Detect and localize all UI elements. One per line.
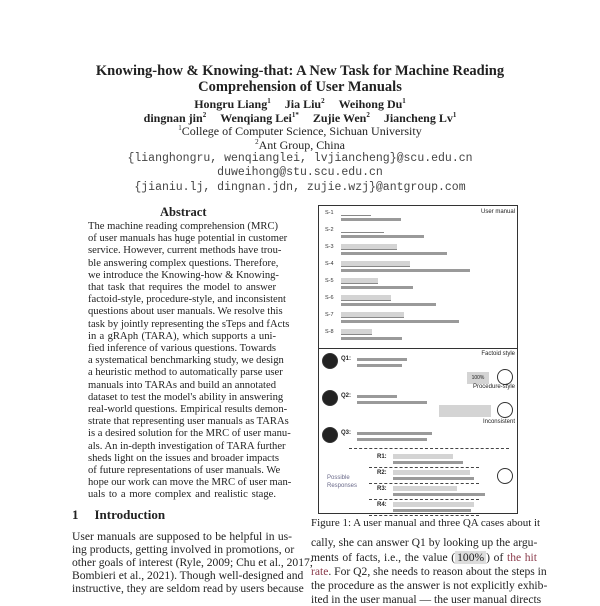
text-segment: ) of — [486, 551, 504, 564]
manual-step-text — [341, 278, 378, 284]
abstract-line: als. An in-depth investigation of TARA further — [88, 440, 286, 452]
intro-line: other goals of interest (Ryle, 2009; Chu et al., 2017; — [72, 556, 314, 569]
author-affiliation-sup: 1 — [452, 111, 457, 119]
user-manual-panel — [319, 206, 517, 349]
manual-step-text — [341, 312, 404, 318]
manual-step-text — [341, 227, 384, 233]
text-segment: . For Q2, she needs to reason about the steps in — [328, 565, 547, 578]
author-name — [339, 97, 406, 111]
question-q2: Q2: — [341, 393, 352, 399]
section-title: Introduction — [94, 507, 166, 522]
manual-step-text — [341, 244, 397, 250]
manual-step-label: S-6 — [325, 295, 334, 301]
agent-avatar-icon — [497, 468, 513, 484]
abstract-line: uals to a more complex and realistic stage. — [88, 489, 276, 501]
paper-title-line2: Comprehension of User Manuals — [198, 79, 402, 95]
highlighted-term: the hit — [506, 551, 537, 564]
abstract-line: factoid-style, procedure-style, and inconsistent — [88, 294, 286, 306]
response-label: R3: — [377, 486, 387, 492]
author-affiliation-sup: 2 — [366, 111, 370, 119]
author-name — [285, 97, 325, 111]
affiliation-text: College of Computer Science, Sichuan University — [181, 124, 422, 138]
response-translation — [393, 493, 485, 496]
author-name — [313, 111, 370, 125]
response-label: R1: — [377, 454, 387, 460]
manual-step-label: S-5 — [325, 278, 334, 284]
intro-line: Bombieri et al., 2021). Though well-designed and — [72, 569, 304, 582]
manual-step-label: S-8 — [325, 329, 334, 335]
response-text — [393, 470, 470, 475]
abstract-line: ble answering complex questions. Therefore, — [88, 257, 279, 269]
abstract-line: hope our work can move the MRC of user man- — [88, 477, 292, 489]
section-number: 1 — [72, 507, 79, 522]
abstract-line: of user manuals has huge potential in customer — [88, 233, 288, 245]
author-name-text: Wenqiang Lei — [220, 111, 292, 125]
author-name-text: Jiancheng Lv — [383, 111, 453, 125]
question-q3: Q3: — [341, 430, 352, 436]
text-line — [311, 565, 547, 578]
abstract-line: dataset to test the model's ability in answering — [88, 391, 284, 403]
author-affiliation-sup: 1 — [402, 97, 406, 105]
author-name — [144, 111, 207, 125]
manual-step-text — [341, 295, 391, 301]
author-affiliation-sup: 2 — [321, 97, 325, 105]
abstract-line: that task that requires the model to answer — [88, 282, 276, 293]
author-name — [384, 111, 457, 125]
affiliation-sup: 1 — [178, 124, 182, 132]
manual-step-text — [341, 261, 410, 267]
manual-step-text — [341, 329, 372, 335]
text-line — [311, 551, 537, 564]
manual-step-label: S-2 — [325, 227, 334, 233]
figure-1 — [318, 205, 518, 514]
text-line: the procedure as the answer is not explicitly exhib- — [311, 579, 548, 592]
abstract-line: The machine reading comprehension (MRC) — [88, 221, 279, 232]
text-line: ited in the user manual — the user manual directs — [311, 593, 542, 606]
agent-avatar-icon — [497, 402, 513, 418]
response-translation — [393, 509, 471, 512]
affiliation-1 — [0, 124, 600, 139]
abstract-line: strate that representing user manuals as TARAs — [88, 416, 289, 428]
section-heading — [72, 507, 165, 523]
manual-step-translation — [341, 252, 447, 255]
email-line[interactable]: {lianghongru, wenqianglei, lvjiancheng}@scu.edu.cn — [127, 152, 473, 165]
author-affiliation-sup: 2 — [202, 111, 207, 119]
email-line[interactable]: duweihong@stu.scu.edu.cn — [217, 166, 383, 179]
abstract-line: a heuristic method to automatically parse user — [88, 367, 283, 379]
manual-step-label: S-4 — [325, 261, 334, 267]
manual-step-translation — [341, 286, 413, 289]
response-translation — [393, 461, 463, 464]
intro-line: User manuals are supposed to be helpful in us- — [72, 530, 292, 543]
manual-step-translation — [341, 218, 401, 221]
author-affiliation-sup: 1* — [291, 111, 299, 119]
manual-step-translation — [341, 269, 470, 272]
procedure-style-label: Procedure-style — [472, 384, 515, 390]
manual-step-label: S-7 — [325, 312, 334, 318]
response-divider — [369, 483, 479, 484]
abstract-line: real-world questions. Empirical results demon- — [88, 404, 288, 415]
abstract-line: questions about user manuals. We resolve this — [88, 306, 283, 318]
response-divider — [369, 499, 479, 500]
answer-1: 100% — [467, 372, 489, 384]
author-name-text: Zujie Wen — [312, 111, 367, 125]
highlighted-value: 100% — [457, 551, 485, 564]
user-avatar-icon — [322, 427, 338, 443]
factoid-style-label: Factoid style — [481, 351, 515, 357]
affiliation-2 — [0, 138, 600, 153]
response-text — [393, 454, 453, 459]
email-line[interactable]: {jianiu.lj, dingnan.jdn, zujie.wzj}@antgroup.com — [134, 181, 466, 194]
abstract-line: is a desired solution for the MRC of user manu- — [88, 428, 291, 440]
abstract-line: a systematical benchmarking study, we design — [88, 355, 284, 367]
author-name-text: Hongru Liang — [194, 97, 268, 111]
author-name-text: Weihong Du — [338, 97, 403, 111]
abstract-heading: Abstract — [160, 205, 207, 219]
author-name-text: Jia Liu — [284, 97, 322, 111]
response-label: R4: — [377, 502, 387, 508]
response-divider — [369, 515, 479, 516]
manual-step-label: S-1 — [325, 210, 334, 216]
user-avatar-icon — [322, 390, 338, 406]
affiliation-text: Ant Group, China — [258, 138, 345, 152]
response-text — [393, 486, 457, 491]
authors-line1 — [0, 97, 600, 112]
response-translation — [393, 477, 474, 480]
response-divider — [369, 467, 479, 468]
text-line: cally, she can answer Q1 by looking up the argu- — [311, 536, 538, 549]
author-name-text: dingnan jin — [143, 111, 203, 125]
manual-step-text — [341, 210, 371, 216]
paper-title-line1: Knowing-how & Knowing-that: A New Task for Machine Reading — [95, 63, 505, 79]
abstract-line: task by jointly representing the sTeps and fActs — [88, 318, 290, 330]
abstract-line: of future representations of user manuals. We — [88, 465, 281, 476]
intro-line: instructive, they are seldom read by users because — [72, 582, 304, 595]
text-segment: ments of facts, i.e., the value ( — [311, 551, 456, 564]
author-name — [194, 97, 271, 111]
abstract-line: manuals into TARAs and build an annotated — [88, 379, 276, 391]
manual-step-label: S-3 — [325, 244, 334, 250]
user-avatar-icon — [322, 353, 338, 369]
abstract-line: service. However, current methods have trou- — [88, 245, 282, 257]
manual-step-translation — [341, 337, 402, 340]
figure-caption: Figure 1: A user manual and three QA cases about it — [311, 517, 541, 529]
response-label: R2: — [377, 470, 387, 476]
highlighted-term: rate — [311, 565, 329, 578]
agent-avatar-icon — [497, 369, 513, 385]
response-text — [393, 502, 474, 507]
abstract-line: fied inference of various questions. Towards — [88, 343, 276, 354]
manual-step-translation — [341, 303, 436, 306]
abstract-line: in a gRAph (TARA), which supports a uni- — [88, 330, 276, 342]
manual-step-translation — [341, 235, 424, 238]
abstract-line: sheds light on the issues and broader impacts — [88, 452, 279, 464]
question-q1: Q1: — [341, 356, 352, 362]
intro-line: ing products, getting involved in promotions, or — [72, 543, 295, 556]
possible-responses-label: Possible Responses — [327, 475, 358, 489]
abstract-line: we introduce the Knowing-how & Knowing- — [88, 269, 279, 281]
author-affiliation-sup: 1 — [267, 97, 271, 105]
inconsistent-label: Inconsistent — [482, 419, 515, 425]
user-manual-label: User manual — [480, 209, 515, 215]
author-name — [220, 111, 299, 125]
affiliation-sup: 2 — [255, 138, 259, 146]
manual-step-translation — [341, 320, 459, 323]
